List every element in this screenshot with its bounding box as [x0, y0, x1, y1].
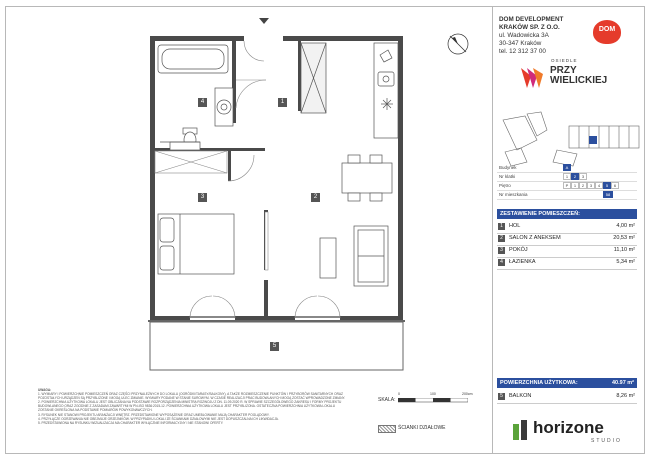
rooms-header: ZESTAWIENIE POMIESZCZEŃ: — [497, 209, 637, 219]
note-3: 3. RYSUNEK NIE STANOWI PROJEKTU ARANŻACJI WNĘTRZ. PRZEDSTAWIONE WYPOSAŻENIE ORAZ UMEBLOWANIE MAJĄ CHARAKTER POGLĄDOWY. — [38, 412, 270, 417]
room-label-3: 3 — [198, 193, 207, 202]
partition-wall-legend: ŚCIANKI DZIAŁOWE — [398, 425, 446, 431]
info-row-pietro — [497, 182, 637, 191]
room-area: 20,53 m² — [613, 235, 635, 241]
room-num: 1 — [498, 223, 505, 230]
pietro-cell: 1 — [571, 182, 579, 189]
pietro-cell: 3 — [587, 182, 595, 189]
room-label-5: 5 — [270, 342, 279, 351]
brand-small: OSIEDLE — [551, 58, 578, 63]
pietro-cell: 2 — [579, 182, 587, 189]
nr-label: Nr mieszkania — [499, 192, 528, 197]
room-name: ŁAZIENKA — [509, 259, 536, 265]
brand-line-1: PRZY — [550, 65, 577, 76]
pietro-label: Piętro — [499, 183, 511, 188]
balcony-name: BALKON — [509, 393, 532, 399]
room-row — [497, 234, 637, 246]
rooms-list — [497, 222, 637, 270]
info-panel — [493, 6, 645, 454]
balcony-row — [497, 392, 637, 404]
klatka-cell: 1 — [563, 173, 571, 180]
scale-tick-2: 200cm — [462, 392, 473, 396]
horizone-logo — [513, 418, 638, 448]
klatka-label: Nr klatki — [499, 174, 516, 179]
info-row-nr — [497, 191, 637, 200]
balcony-area: 8,26 m² — [616, 393, 635, 399]
brand-name — [550, 66, 607, 86]
key-plan — [497, 110, 643, 168]
scale-label: SKALA: — [378, 397, 396, 403]
osiedle-logo-icon — [519, 64, 549, 94]
horizone-text: horizone — [533, 418, 604, 437]
room-area: 5,34 m² — [616, 259, 635, 265]
room-name: SALON Z ANEKSEM — [509, 235, 561, 241]
company-city: 30-347 Kraków — [499, 40, 542, 47]
note-1: 1. WYMIARY I POWIERZCHNIE POMIESZCZEŃ ORAZ CZĘŚCI PRZYNALEŻNYCH DO LOKALU (OGRÓDKI/TARASY/BALKONY), A TAKŻE ROZMIESZCZENIE PUNKTÓW I PRZYBORÓW SANITARNYCH ORAZ POZOSTAŁYCH URZĄDZEŃ SĄ PRZYBLIŻONE I MOGĄ ULEC ZMIANIE. WYMIARY PODANE W STANIE SUROWYM. W CZASIE REALIZACJI PRAC BUDOWLANYCH MOGĄ ZOSTAĆ WPROWADZONE ZMIANY. — [38, 392, 346, 401]
room-name: POKÓJ — [509, 247, 528, 253]
budynek-label: Budynek — [499, 165, 517, 170]
room-num: 2 — [498, 235, 505, 242]
usable-area-label: POWIERZCHNIA UŻYTKOWA: — [500, 380, 578, 386]
pietro-cell: 5 — [603, 182, 611, 189]
room-name: HOL — [509, 223, 521, 229]
usable-area-value: 40.97 m² — [611, 380, 634, 386]
room-label-1: 1 — [278, 98, 287, 107]
pietro-cell: 6 — [611, 182, 619, 189]
pietro-cell: 4 — [595, 182, 603, 189]
room-num: 3 — [498, 247, 505, 254]
dom-logo-icon — [593, 20, 621, 44]
info-row-klatka — [497, 173, 637, 182]
apartment-info — [497, 164, 637, 200]
company-address — [499, 16, 563, 56]
notes-title: UWAGA: — [38, 388, 52, 392]
usable-area-bar — [497, 378, 637, 388]
company-phone: tel. 12 312 37 00 — [499, 48, 546, 55]
note-5: 5. PRZEDSTAWIONA NA RYSUNKU WIZUALIZACJA MA CHARAKTER WYŁĄCZNIE INFORMACYJNY I NIE STANOWI OFERTY. — [38, 420, 224, 425]
note-4: 4. PRZYŁĄCZE OGRZEWANIA NIE OBEJMUJE GRZEJNIKÓW. W PRZYPADKU LOKALI ZE ŚCIANKAMI DZIAŁOWYMI NIE JEST DOPUSZCZALNA ICH LIKWIDACJA. — [38, 416, 279, 421]
brand-line-2: WIELICKIEJ — [550, 75, 608, 86]
budynek-value: A — [563, 164, 571, 171]
horizone-studio: STUDIO — [591, 438, 622, 444]
pietro-cell: P — [563, 182, 571, 189]
dom-logo-text: DOM — [598, 26, 616, 33]
room-label-4: 4 — [198, 98, 207, 107]
klatka-cell: 2 — [571, 173, 579, 180]
room-area: 11,10 m² — [613, 247, 635, 253]
room-row — [497, 222, 637, 234]
balcony-num: 5 — [498, 393, 505, 400]
room-area: 4,00 m² — [616, 223, 635, 229]
scale-tick-1: 100 — [430, 392, 436, 396]
nr-value: 58 — [603, 191, 613, 198]
room-label-2: 2 — [311, 193, 320, 202]
info-row-budynek — [497, 164, 637, 173]
room-row — [497, 246, 637, 258]
klatka-cell: 3 — [579, 173, 587, 180]
company-name-2: KRAKÓW SP. Z O.O. — [499, 24, 560, 31]
company-name: DOM DEVELOPMENT — [499, 16, 564, 23]
scale-tick-0: 0 — [398, 392, 400, 396]
room-num: 4 — [498, 259, 505, 266]
horizone-logo-icon — [513, 420, 529, 440]
note-2: 2. POWIERZCHNIA UŻYTKOWA LOKALU JEST OBLICZANA NA PODSTAWIE ROZPORZĄDZENIA MINISTRA ROZWOJU Z DN. 11.09.2020 R. W SPRAWIE SZCZEGÓŁOWEGO ZAKRESU I FORMY PROJEKTU BUDOWLANEGO ORAZ ZGODNIE Z ZASADAMI ZAWARTYMI W PN-ISO 9836:2015-12. POWIERZCHNIA UŻYTKOWA LOKALU JEST PRZYBLIŻONA. OSTATECZNA POWIERZCHNIA UŻYTKOWA LOKALU ZOSTANIE OKREŚLONA NA PODSTAWIE POMIARÓW POWYKONAWCZYCH. — [38, 400, 342, 413]
company-street: ul. Wadowicka 3A — [499, 32, 549, 39]
room-row — [497, 258, 637, 270]
